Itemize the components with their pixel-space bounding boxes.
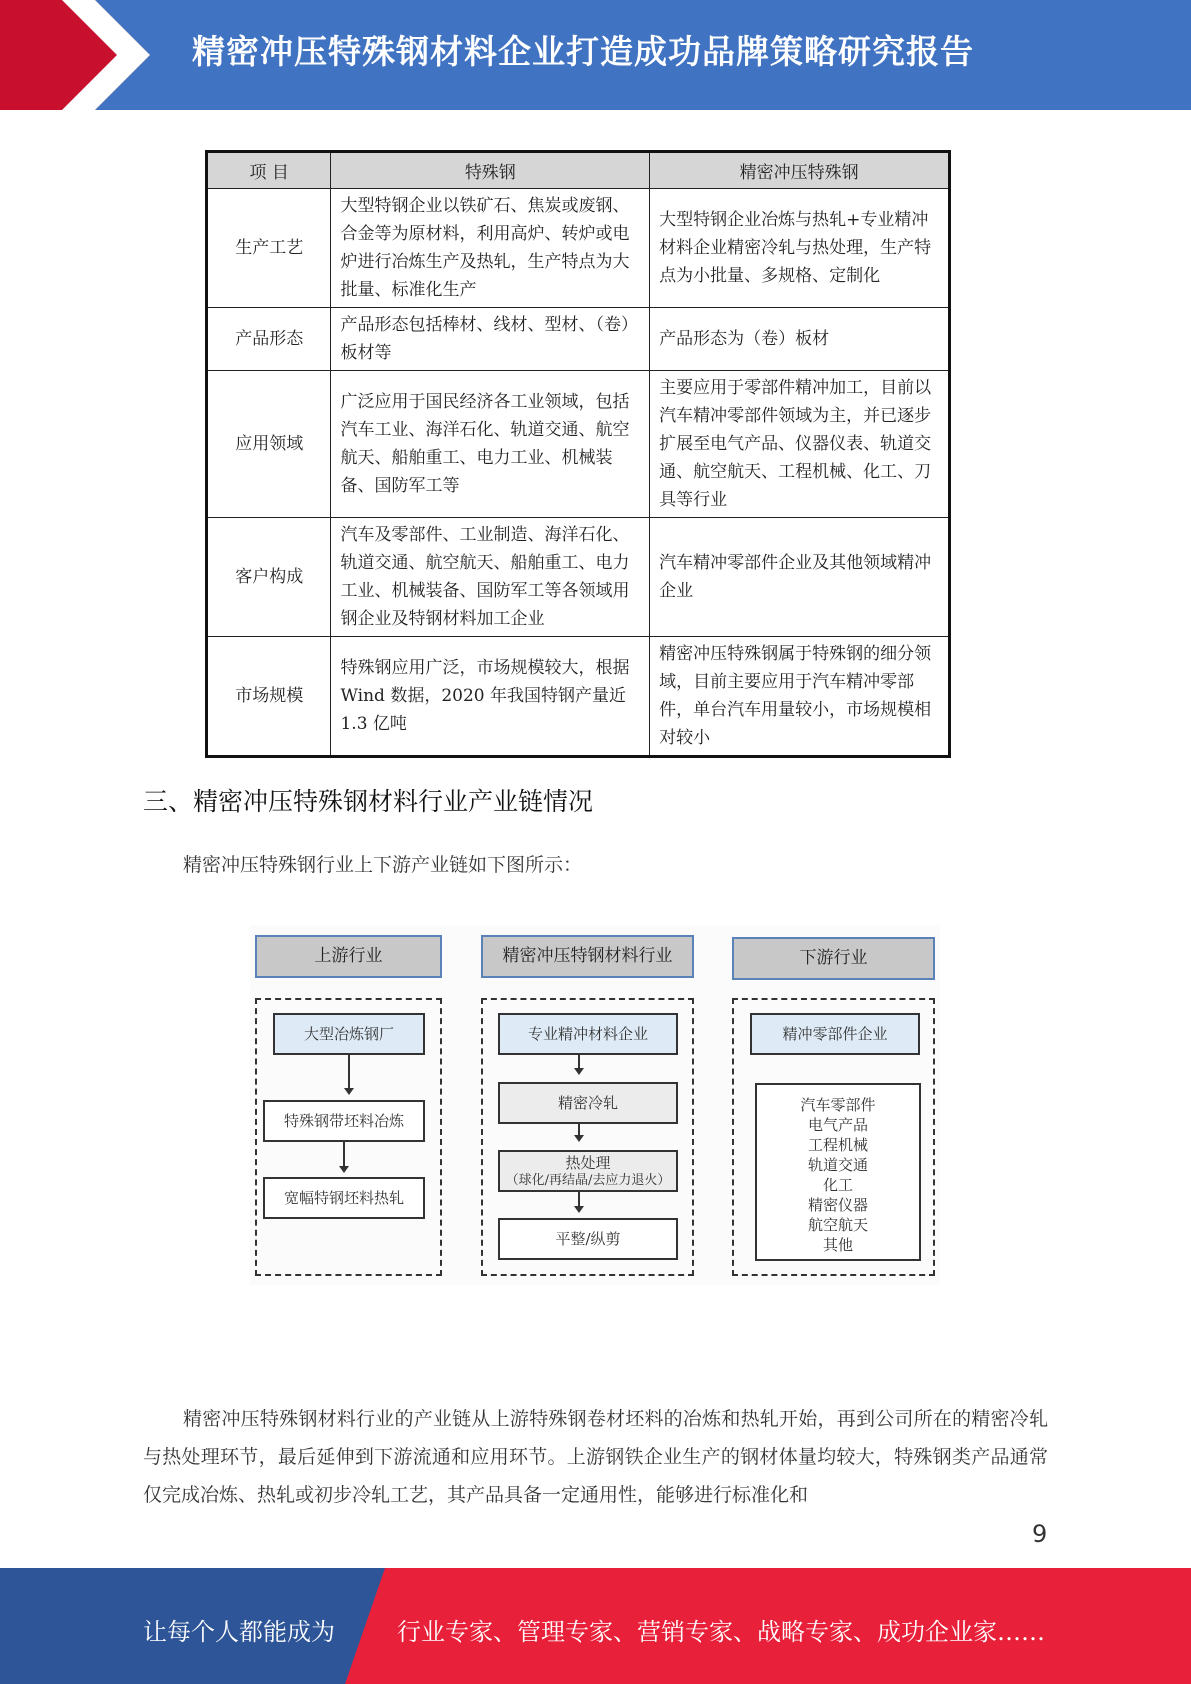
downstream-industry-list [755,1083,921,1261]
table-header-cell: 项 目 [207,152,331,189]
middle-step: 专业精冲材料企业 [498,1013,678,1055]
footer-slogan-right: 行业专家、管理专家、营销专家、战略专家、成功企业家…… [397,1618,1045,1646]
upstream-step: 大型冶炼钢厂 [273,1013,425,1055]
arrow-icon [578,1192,580,1207]
middle-header: 精密冲压特钢材料行业 [481,935,694,978]
heat-treatment-detail: （球化/再结晶/去应力退火） [505,1173,671,1188]
page-number: 9 [1032,1520,1048,1548]
table-row [207,308,950,371]
arrow-icon [343,1142,345,1167]
list-item: 精密仪器 [807,1196,868,1214]
row-label: 市场规模 [207,637,331,757]
heat-treatment-label: 热处理 [565,1154,611,1172]
row-label: 生产工艺 [207,189,331,308]
page-header [0,0,1191,110]
middle-step-heat-treatment [498,1150,678,1192]
downstream-header: 下游行业 [732,937,935,980]
comparison-table [205,150,951,758]
table-cell: 汽车及零部件、工业制造、海洋石化、轨道交通、航空航天、船舶重工、电力工业、机械装备、国防军工等各领域用钢企业及特钢材料加工企业 [331,518,650,637]
table-cell: 产品形态包括棒材、线材、型材、（卷）板材等 [331,308,650,371]
table-header-row [207,152,950,189]
list-item: 电气产品 [807,1116,868,1134]
page-footer [0,1568,1191,1684]
row-label: 客户构成 [207,518,331,637]
middle-step: 平整/纵剪 [498,1218,678,1260]
arrow-icon [348,1055,350,1089]
arrow-icon [578,1055,580,1069]
table-row [207,371,950,518]
body-paragraph: 精密冲压特殊钢材料行业的产业链从上游特殊钢卷材坯料的冶炼和热轧开始，再到公司所在的精密冷轧与热处理环节，最后延伸到下游流通和应用环节。上游钢铁企业生产的钢材体量均较大，特殊钢类产品通常仅完成冶炼、热轧或初步冷轧工艺，其产品具备一定通用性，能够进行标准化和 [143,1408,1048,1506]
section-intro: 精密冲压特殊钢行业上下游产业链如下图所示： [183,854,583,876]
table-cell: 大型特钢企业以铁矿石、焦炭或废钢、合金等为原材料，利用高炉、转炉或电炉进行冶炼生产及热轧，生产特点为大批量、标准化生产 [331,189,650,308]
table-cell: 大型特钢企业冶炼与热轧+专业精冲材料企业精密冷轧与热处理，生产特点为小批量、多规格、定制化 [650,189,950,308]
table-cell: 主要应用于零部件精冲加工，目前以汽车精冲零部件领域为主，并已逐步扩展至电气产品、仪器仪表、轨道交通、航空航天、工程机械、化工、刀具等行业 [650,371,950,518]
table-header-cell: 精密冲压特殊钢 [650,152,950,189]
header-red-chevron [0,0,150,110]
table-cell: 精密冲压特殊钢属于特殊钢的细分领域，目前主要应用于汽车精冲零部件，单台汽车用量较小，市场规模相对较小 [650,637,950,757]
footer-slogan-left: 让每个人都能成为 [143,1618,335,1646]
header-title: 精密冲压特殊钢材料企业打造成功品牌策略研究报告 [192,32,974,71]
table-cell: 汽车精冲零部件企业及其他领域精冲企业 [650,518,950,637]
industry-chain-diagram [250,925,940,1285]
list-item: 其他 [822,1236,853,1254]
list-item: 轨道交通 [807,1156,868,1174]
upstream-step: 宽幅特钢坯料热轧 [263,1177,425,1219]
row-label: 应用领域 [207,371,331,518]
table-row [207,518,950,637]
list-item: 化工 [822,1176,853,1194]
table-cell: 产品形态为（卷）板材 [650,308,950,371]
upstream-header: 上游行业 [255,935,442,978]
list-item: 汽车零部件 [800,1096,876,1114]
table-cell: 特殊钢应用广泛，市场规模较大，根据 Wind 数据，2020 年我国特钢产量近 1.3 亿吨 [331,637,650,757]
middle-step: 精密冷轧 [498,1082,678,1124]
downstream-top-box: 精冲零部件企业 [750,1013,920,1055]
table-row [207,189,950,308]
list-item: 工程机械 [807,1136,868,1154]
table-cell: 广泛应用于国民经济各工业领域，包括汽车工业、海洋石化、轨道交通、航空航天、船舶重工、电力工业、机械装备、国防军工等 [331,371,650,518]
row-label: 产品形态 [207,308,331,371]
arrow-icon [578,1124,580,1136]
table-header-cell: 特殊钢 [331,152,650,189]
section-title: 三、精密冲压特殊钢材料行业产业链情况 [143,787,594,816]
list-item: 航空航天 [807,1216,868,1234]
upstream-step: 特殊钢带坯料冶炼 [263,1100,425,1142]
table-row [207,637,950,757]
